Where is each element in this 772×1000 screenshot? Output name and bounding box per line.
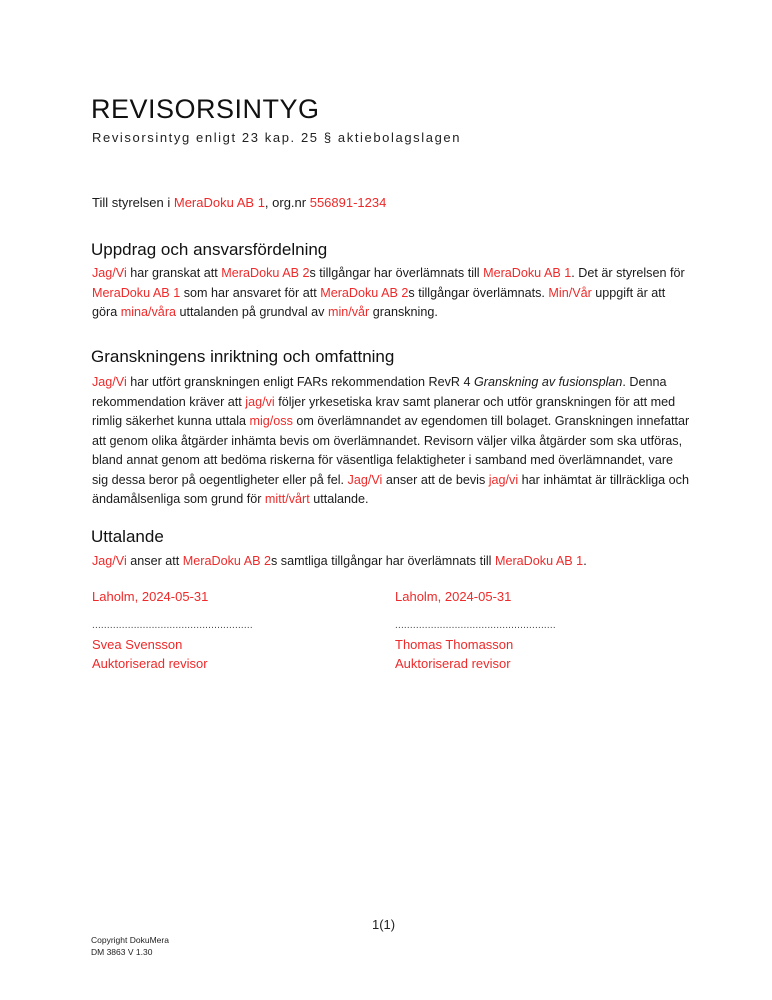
footer-doc-id: DM 3863 V 1.30 (91, 947, 153, 957)
placeholder-jagvi-lc[interactable]: jag/vi (245, 394, 275, 409)
paragraph-statement: Jag/Vi anser att MeraDoku AB 2s samtliga tillgångar har överlämnats till MeraDoku AB 1. (92, 554, 587, 568)
company-1-field[interactable]: MeraDoku AB 1 (173, 195, 265, 210)
placeholder-jagvi[interactable]: Jag/Vi (92, 554, 127, 568)
signature-role[interactable]: Auktoriserad revisor (395, 656, 511, 671)
signature-block-2 (395, 587, 556, 673)
placeholder-company-1[interactable]: MeraDoku AB 1 (494, 554, 584, 568)
signature-line: ...................................................... (395, 620, 556, 631)
placeholder-jagvi-lc[interactable]: jag/vi (488, 472, 519, 487)
signature-place-date[interactable]: Laholm, 2024-05-31 (92, 589, 209, 604)
paragraph-assignment: Jag/Vi har granskat att MeraDoku AB 2s tillgångar har överlämnats till MeraDoku AB 1. Det är styrelsen för MeraDoku AB 1 som har ansvaret för att MeraDoku AB 2s tillgångar överlämnats. Min/Vår uppgift är att göra mina/våra uttalanden på grundval av min/vår granskning. (92, 266, 685, 319)
signature-line: ...................................................... (92, 620, 253, 631)
document-title: REVISORSINTYG (91, 94, 320, 124)
placeholder-migoss[interactable]: mig/oss (249, 414, 293, 428)
placeholder-company-1[interactable]: MeraDoku AB 1 (92, 285, 181, 300)
placeholder-company-2[interactable]: MeraDoku AB 2 (221, 266, 310, 280)
document-footer (91, 934, 169, 958)
signature-name[interactable]: Svea Svensson (92, 637, 183, 652)
placeholder-jagvi[interactable]: Jag/Vi (347, 472, 383, 487)
footer-copyright: Copyright DokuMera (91, 935, 169, 945)
section-heading-assignment: Uppdrag och ansvarsfördelning (91, 240, 328, 259)
document-subtitle: Revisorsintyg enligt 23 kap. 25 § aktiebolagslagen (92, 130, 462, 145)
addressee-line: Till styrelsen i MeraDoku AB 1, org.nr 556891-1234 (92, 195, 387, 210)
placeholder-jagvi[interactable]: Jag/Vi (92, 375, 127, 389)
signature-role[interactable]: Auktoriserad revisor (92, 656, 208, 671)
paragraph-scope: Jag/Vi har utfört granskningen enligt FARs rekommendation RevR 4 Granskning av fusionsplan. Denna rekommendation kräver att jag/vi följer yrkesetiska krav samt planerar och utför granskningen för att med rimlig säkerhet kunna uttala mig/oss om överlämnandet av egendomen till bolaget. Granskningen innefattar att genom olika åtgärder inhämta bevis om överlämnandet. Revisorn väljer vilka åtgärder som ska utföras, bland annat genom att bedöma riskerna för väsentliga felaktigheter i samband med överlämnandet, vare sig dessa beror på oegentligheter eller på fel. Jag/Vi anser att de bevis jag/vi har inhämtat är tillräckliga och ändamålsenliga som grund för mitt/vårt uttalande. (92, 375, 690, 506)
standard-title: Granskning av fusionsplan (473, 375, 623, 389)
placeholder-mittvart[interactable]: mitt/vårt (264, 492, 310, 506)
signature-block-1 (92, 587, 253, 673)
placeholder-company-2[interactable]: MeraDoku AB 2 (182, 554, 271, 568)
section-heading-scope: Granskningens inriktning och omfattning (91, 347, 395, 366)
signature-place-date[interactable]: Laholm, 2024-05-31 (395, 589, 512, 604)
placeholder-minvar[interactable]: Min/Vår (548, 285, 592, 300)
placeholder-company-1[interactable]: MeraDoku AB 1 (483, 266, 572, 280)
placeholder-minvar-lc[interactable]: min/vår (327, 305, 370, 319)
section-heading-statement: Uttalande (91, 527, 164, 546)
placeholder-jagvi[interactable]: Jag/Vi (92, 266, 127, 280)
page-number: 1(1) (372, 917, 396, 932)
orgnr-field[interactable]: 556891-1234 (309, 195, 387, 210)
placeholder-minavara[interactable]: mina/våra (120, 305, 177, 319)
placeholder-company-2[interactable]: MeraDoku AB 2 (320, 285, 409, 300)
signature-name[interactable]: Thomas Thomasson (395, 637, 514, 652)
